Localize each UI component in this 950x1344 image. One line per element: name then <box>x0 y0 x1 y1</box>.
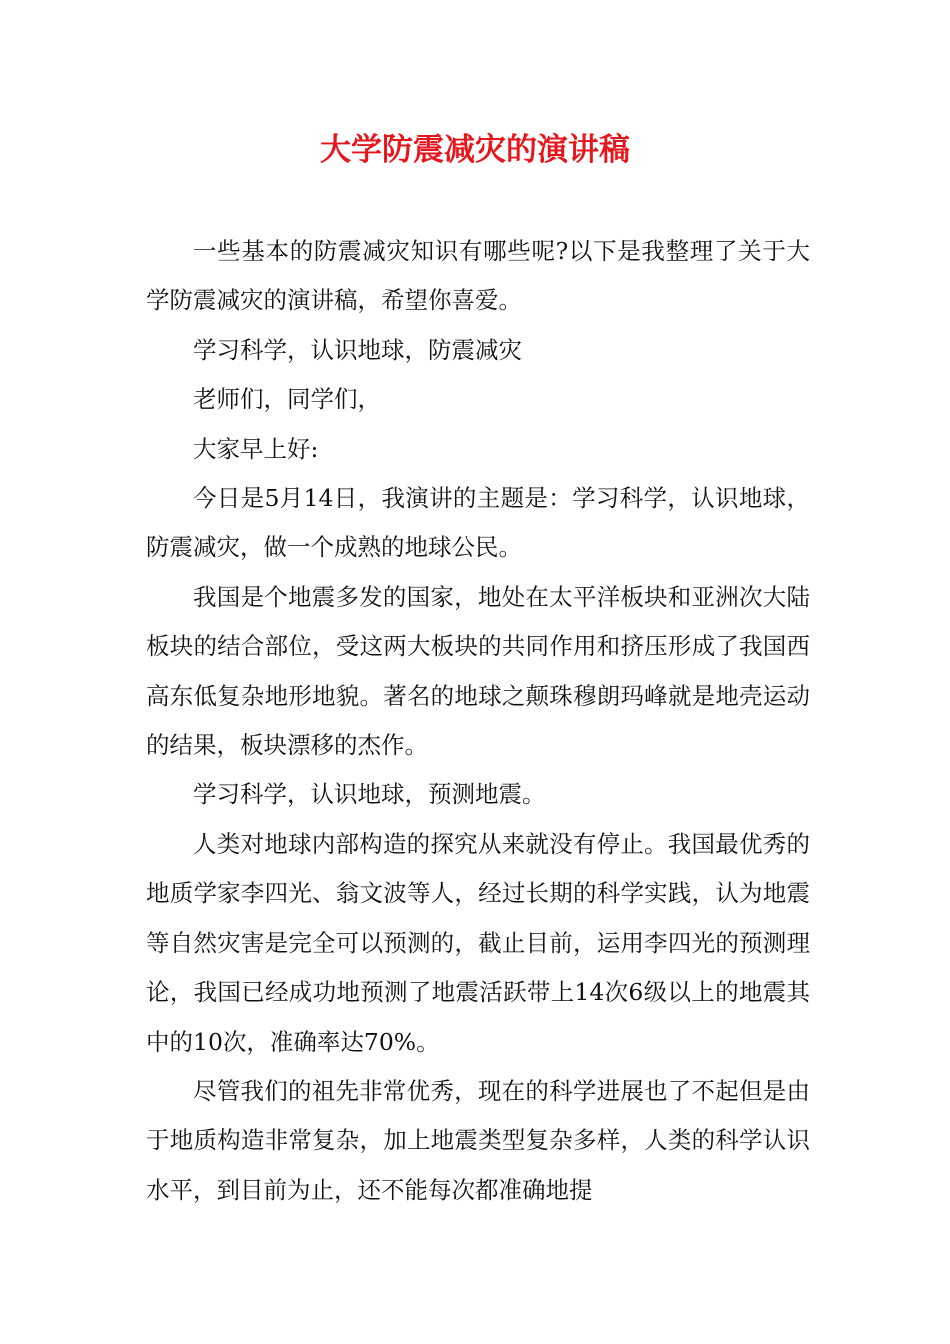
document-body <box>146 227 810 1215</box>
paragraph: 人类对地球内部构造的探究从来就没有停止。我国最优秀的地质学家李四光、翁文波等人，经过长期的科学实践，认为地震等自然灾害是完全可以预测的，截止目前，运用李四光的预测理论，我国已经成功地预测了地震活跃带上14次6级以上的地震其中的10次，准确率达70%。 <box>146 829 810 1056</box>
paragraph: 我国是个地震多发的国家，地处在太平洋板块和亚洲次大陆板块的结合部位，受这两大板块的共同作用和挤压形成了我国西高东低复杂地形地貌。著名的地球之颠珠穆朗玛峰就是地壳运动的结果，板块漂移的杰作。 <box>146 582 810 760</box>
paragraph: 大家早上好: <box>193 434 319 463</box>
document-title: 大学防震减灾的演讲稿 <box>320 132 630 168</box>
paragraph: 一些基本的防震减灾知识有哪些呢?以下是我整理了关于大学防震减灾的演讲稿，希望你喜爱。 <box>146 237 810 315</box>
paragraph: 学习科学，认识地球，防震减灾 <box>193 335 522 364</box>
paragraph: 今日是5月14日，我演讲的主题是：学习科学，认识地球，防震减灾，做一个成熟的地球公民。 <box>146 484 810 562</box>
paragraph: 学习科学，认识地球，预测地震。 <box>193 780 546 809</box>
paragraph: 尽管我们的祖先非常优秀，现在的科学进展也了不起但是由于地质构造非常复杂，加上地震类型复杂多样，人类的科学认识水平，到目前为止，还不能每次都准确地提 <box>146 1076 810 1204</box>
paragraph: 老师们，同学们， <box>193 385 381 414</box>
